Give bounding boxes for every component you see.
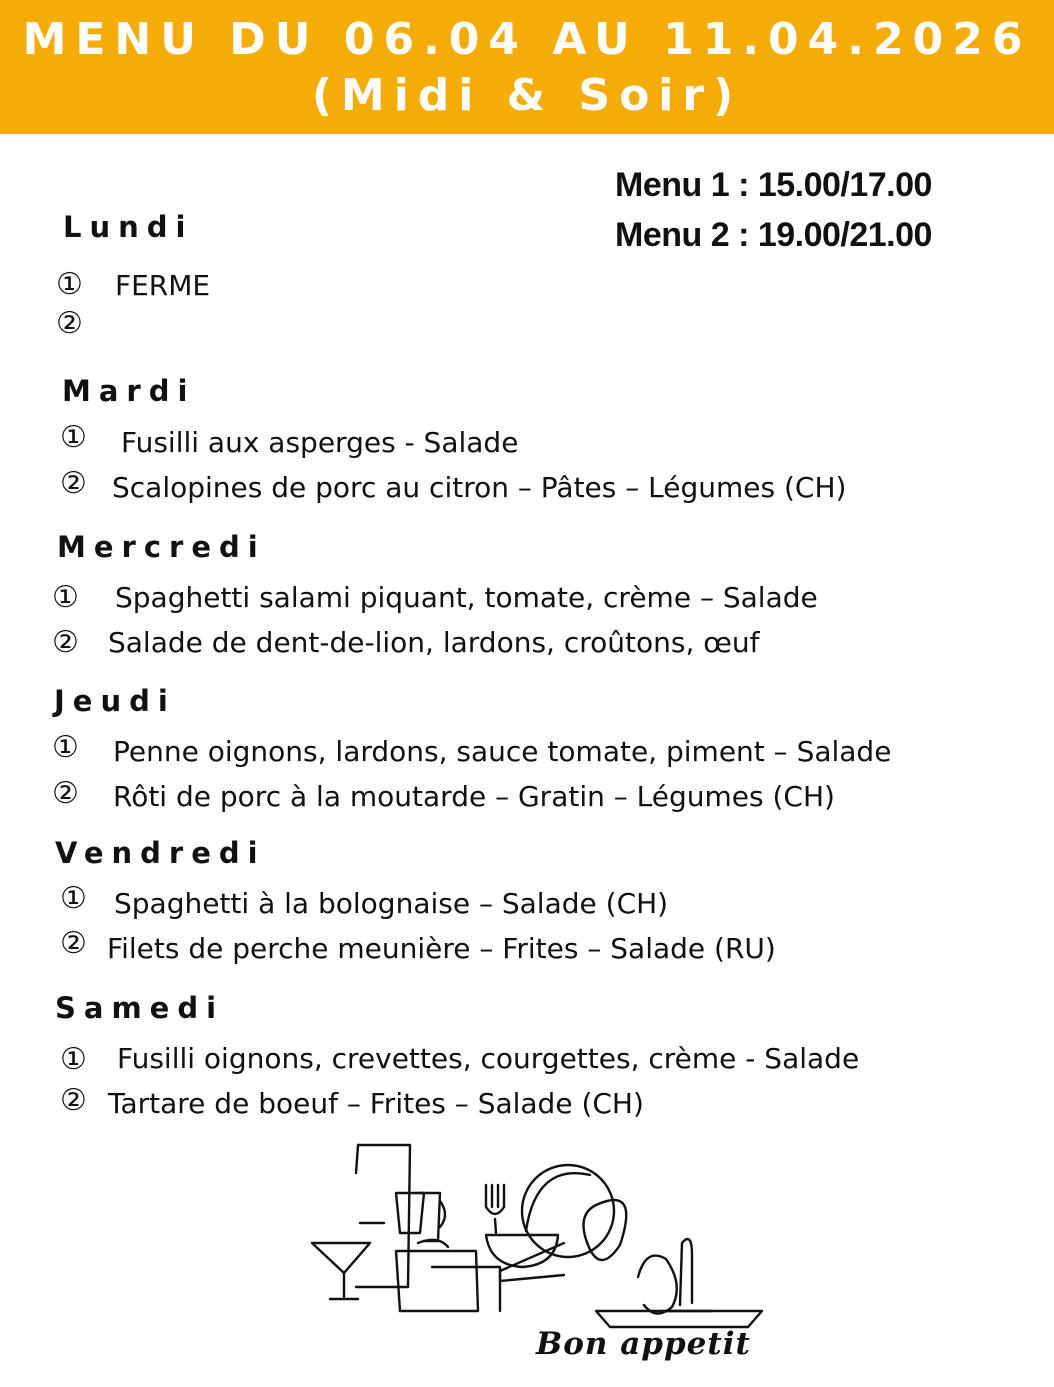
day-heading-vendredi: Vendredi (55, 836, 266, 870)
marker-2: ② (56, 306, 83, 341)
menu-item-samedi-1: Fusilli oignons, crevettes, courgettes, crème - Salade (117, 1042, 860, 1075)
marker-2: ② (60, 1083, 87, 1118)
day-heading-mardi: Mardi (62, 374, 196, 408)
marker-1: ① (56, 267, 83, 302)
day-heading-jeudi: Jeudi (54, 684, 176, 718)
menu-item-lundi-1: FERME (115, 269, 211, 302)
menu-item-mercredi-2: Salade de dent-de-lion, lardons, croûtons, œuf (108, 626, 760, 659)
menu-item-jeudi-2: Rôti de porc à la moutarde – Gratin – Légumes (CH) (113, 780, 835, 813)
marker-2: ② (60, 466, 87, 501)
service-times (615, 160, 932, 260)
menu-item-mercredi-1: Spaghetti salami piquant, tomate, crème – Salade (115, 581, 818, 614)
menu-title: MENU DU 06.04 AU 11.04.2026 (22, 14, 1032, 65)
day-heading-mercredi: Mercredi (57, 530, 266, 564)
marker-1: ① (60, 1042, 87, 1077)
menu-subtitle: (Midi & Soir) (311, 70, 743, 121)
menu-item-jeudi-1: Penne oignons, lardons, sauce tomate, piment – Salade (113, 735, 892, 768)
day-heading-samedi: Samedi (55, 991, 225, 1025)
marker-2: ② (52, 625, 79, 660)
bon-appetit-signoff: Bon appetit (536, 1326, 751, 1362)
menu-2-time: Menu 2 : 19.00/21.00 (615, 216, 932, 254)
marker-1: ① (60, 420, 87, 455)
marker-1: ① (60, 881, 87, 916)
marker-2: ② (52, 776, 79, 811)
menu-1-time: Menu 1 : 15.00/17.00 (615, 166, 932, 204)
marker-1: ① (52, 580, 79, 615)
menu-item-samedi-2: Tartare de boeuf – Frites – Salade (CH) (108, 1087, 644, 1120)
menu-item-vendredi-1: Spaghetti à la bolognaise – Salade (CH) (114, 887, 669, 920)
header-banner (0, 0, 1054, 134)
menu-item-mardi-1: Fusilli aux asperges - Salade (121, 426, 519, 459)
day-heading-lundi: Lundi (63, 210, 194, 244)
marker-1: ① (52, 730, 79, 765)
marker-2: ② (60, 926, 87, 961)
menu-item-mardi-2: Scalopines de porc au citron – Pâtes – Légumes (CH) (112, 471, 847, 504)
menu-item-vendredi-2: Filets de perche meunière – Frites – Salade (RU) (107, 932, 776, 965)
